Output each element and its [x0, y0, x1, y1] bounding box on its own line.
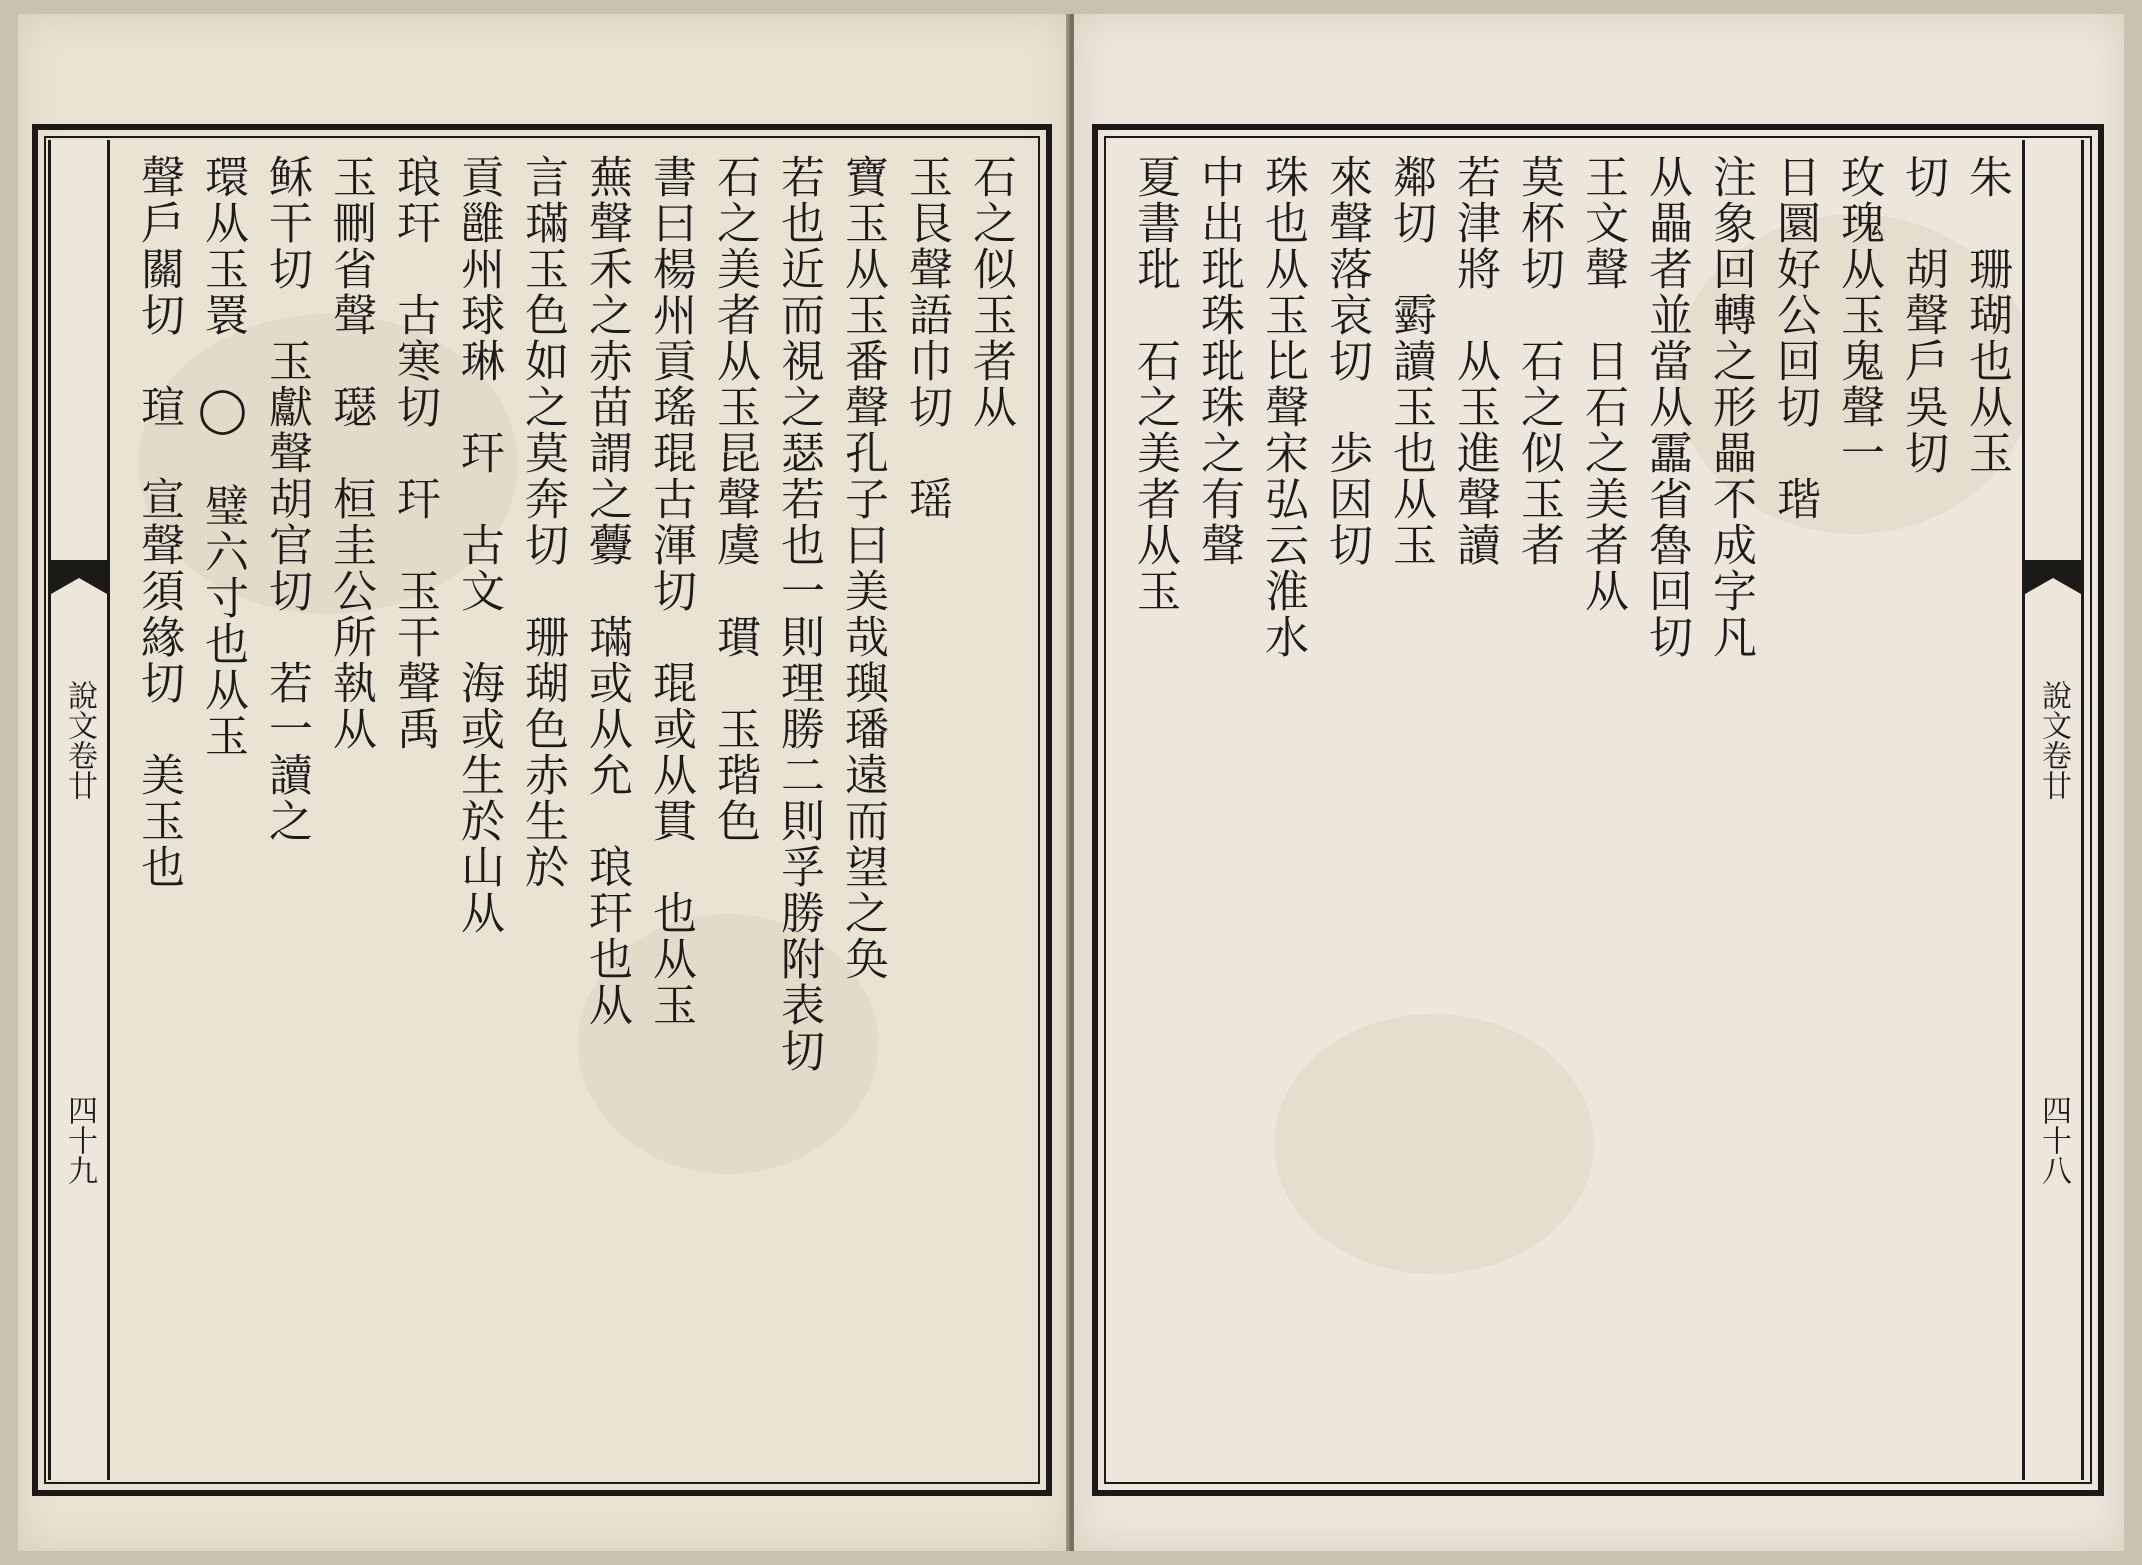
left-column-6: 書曰楊州貢瑤琨古渾切 琨或从貫 也从玉: [645, 154, 696, 1028]
right-page: [1074, 14, 2124, 1551]
left-column-9: 貢雝州球琳 玕 古文 海或生於山从: [453, 154, 504, 936]
right-column-1: 朱 珊瑚也从玉: [1961, 154, 2012, 476]
right-column-7: 王文聲 日石之美者从: [1577, 154, 1628, 614]
left-page-fold-margin: [48, 140, 110, 1480]
left-page-text: [122, 154, 1022, 1474]
left-column-4: 若也近而視之瑟若也一則理勝二則孚勝附表切: [773, 154, 824, 1074]
right-column-14: 夏書玭 石之美者从玉: [1129, 154, 1180, 614]
right-column-6: 从畾者並當从靁省魯回切: [1641, 154, 1692, 660]
left-column-2: 玉艮聲語巾切 瑶: [901, 154, 952, 522]
left-column-13: 環从玉瞏 ◯ 璧六寸也从玉: [197, 154, 248, 759]
right-column-11: 來聲落哀切 歩因切: [1321, 154, 1372, 568]
right-column-8: 莫杯切 石之似玉者: [1513, 154, 1564, 568]
right-margin-volume-label: 說文卷廿: [2036, 680, 2071, 800]
left-column-8: 言璊玉色如之莫奔切 珊瑚色赤生於: [517, 154, 568, 890]
right-column-12: 珠也从玉比聲宋弘云淮水: [1257, 154, 1308, 660]
left-column-5: 石之美者从玉昆聲虞 瑻 玉瑎色: [709, 154, 760, 844]
right-margin-page-number: 四十八: [2036, 1095, 2071, 1185]
right-column-13: 中出玭珠玭珠之有聲: [1193, 154, 1244, 568]
right-page-text: [1118, 154, 2018, 1474]
left-margin-page-number: 四十九: [62, 1095, 97, 1185]
left-column-12: 稣干切 玉獻聲胡官切 若一讀之: [261, 154, 312, 844]
right-column-4: 日圜好公回切 瑎: [1769, 154, 1820, 522]
left-column-1: 石之似玉者从: [965, 154, 1016, 430]
right-column-5: 注象回轉之形畾不成字凡: [1705, 154, 1756, 660]
fishtail-mark-top: [51, 560, 107, 594]
fishtail-mark-top: [2025, 560, 2081, 594]
left-column-7: 蕪聲禾之赤苗謂之虋 璊或从允 琅玕也从: [581, 154, 632, 1028]
right-column-10: 鄰切 䨴讀玉也从玉: [1385, 154, 1436, 568]
left-column-3: 寶玉从玉番聲孔子曰美哉璵璠遠而望之奂: [837, 154, 888, 982]
right-column-3: 玫瑰从玉鬼聲一: [1833, 154, 1884, 476]
right-column-2: 切 胡聲戶吳切: [1897, 154, 1948, 476]
right-column-9: 若津將 从玉進聲讀: [1449, 154, 1500, 568]
left-page: [18, 14, 1070, 1551]
left-column-11: 玉刪省聲 璱 桓圭公所執从: [325, 154, 376, 752]
left-column-10: 琅玕 古寒切 玕 玉干聲禹: [389, 154, 440, 752]
right-page-fold-margin: [2022, 140, 2084, 1480]
left-column-14: 聲戶關切 瑄 宣聲須緣切 美玉也: [133, 154, 184, 890]
open-book: [18, 14, 2124, 1551]
left-margin-volume-label: 說文卷廿: [62, 680, 97, 800]
